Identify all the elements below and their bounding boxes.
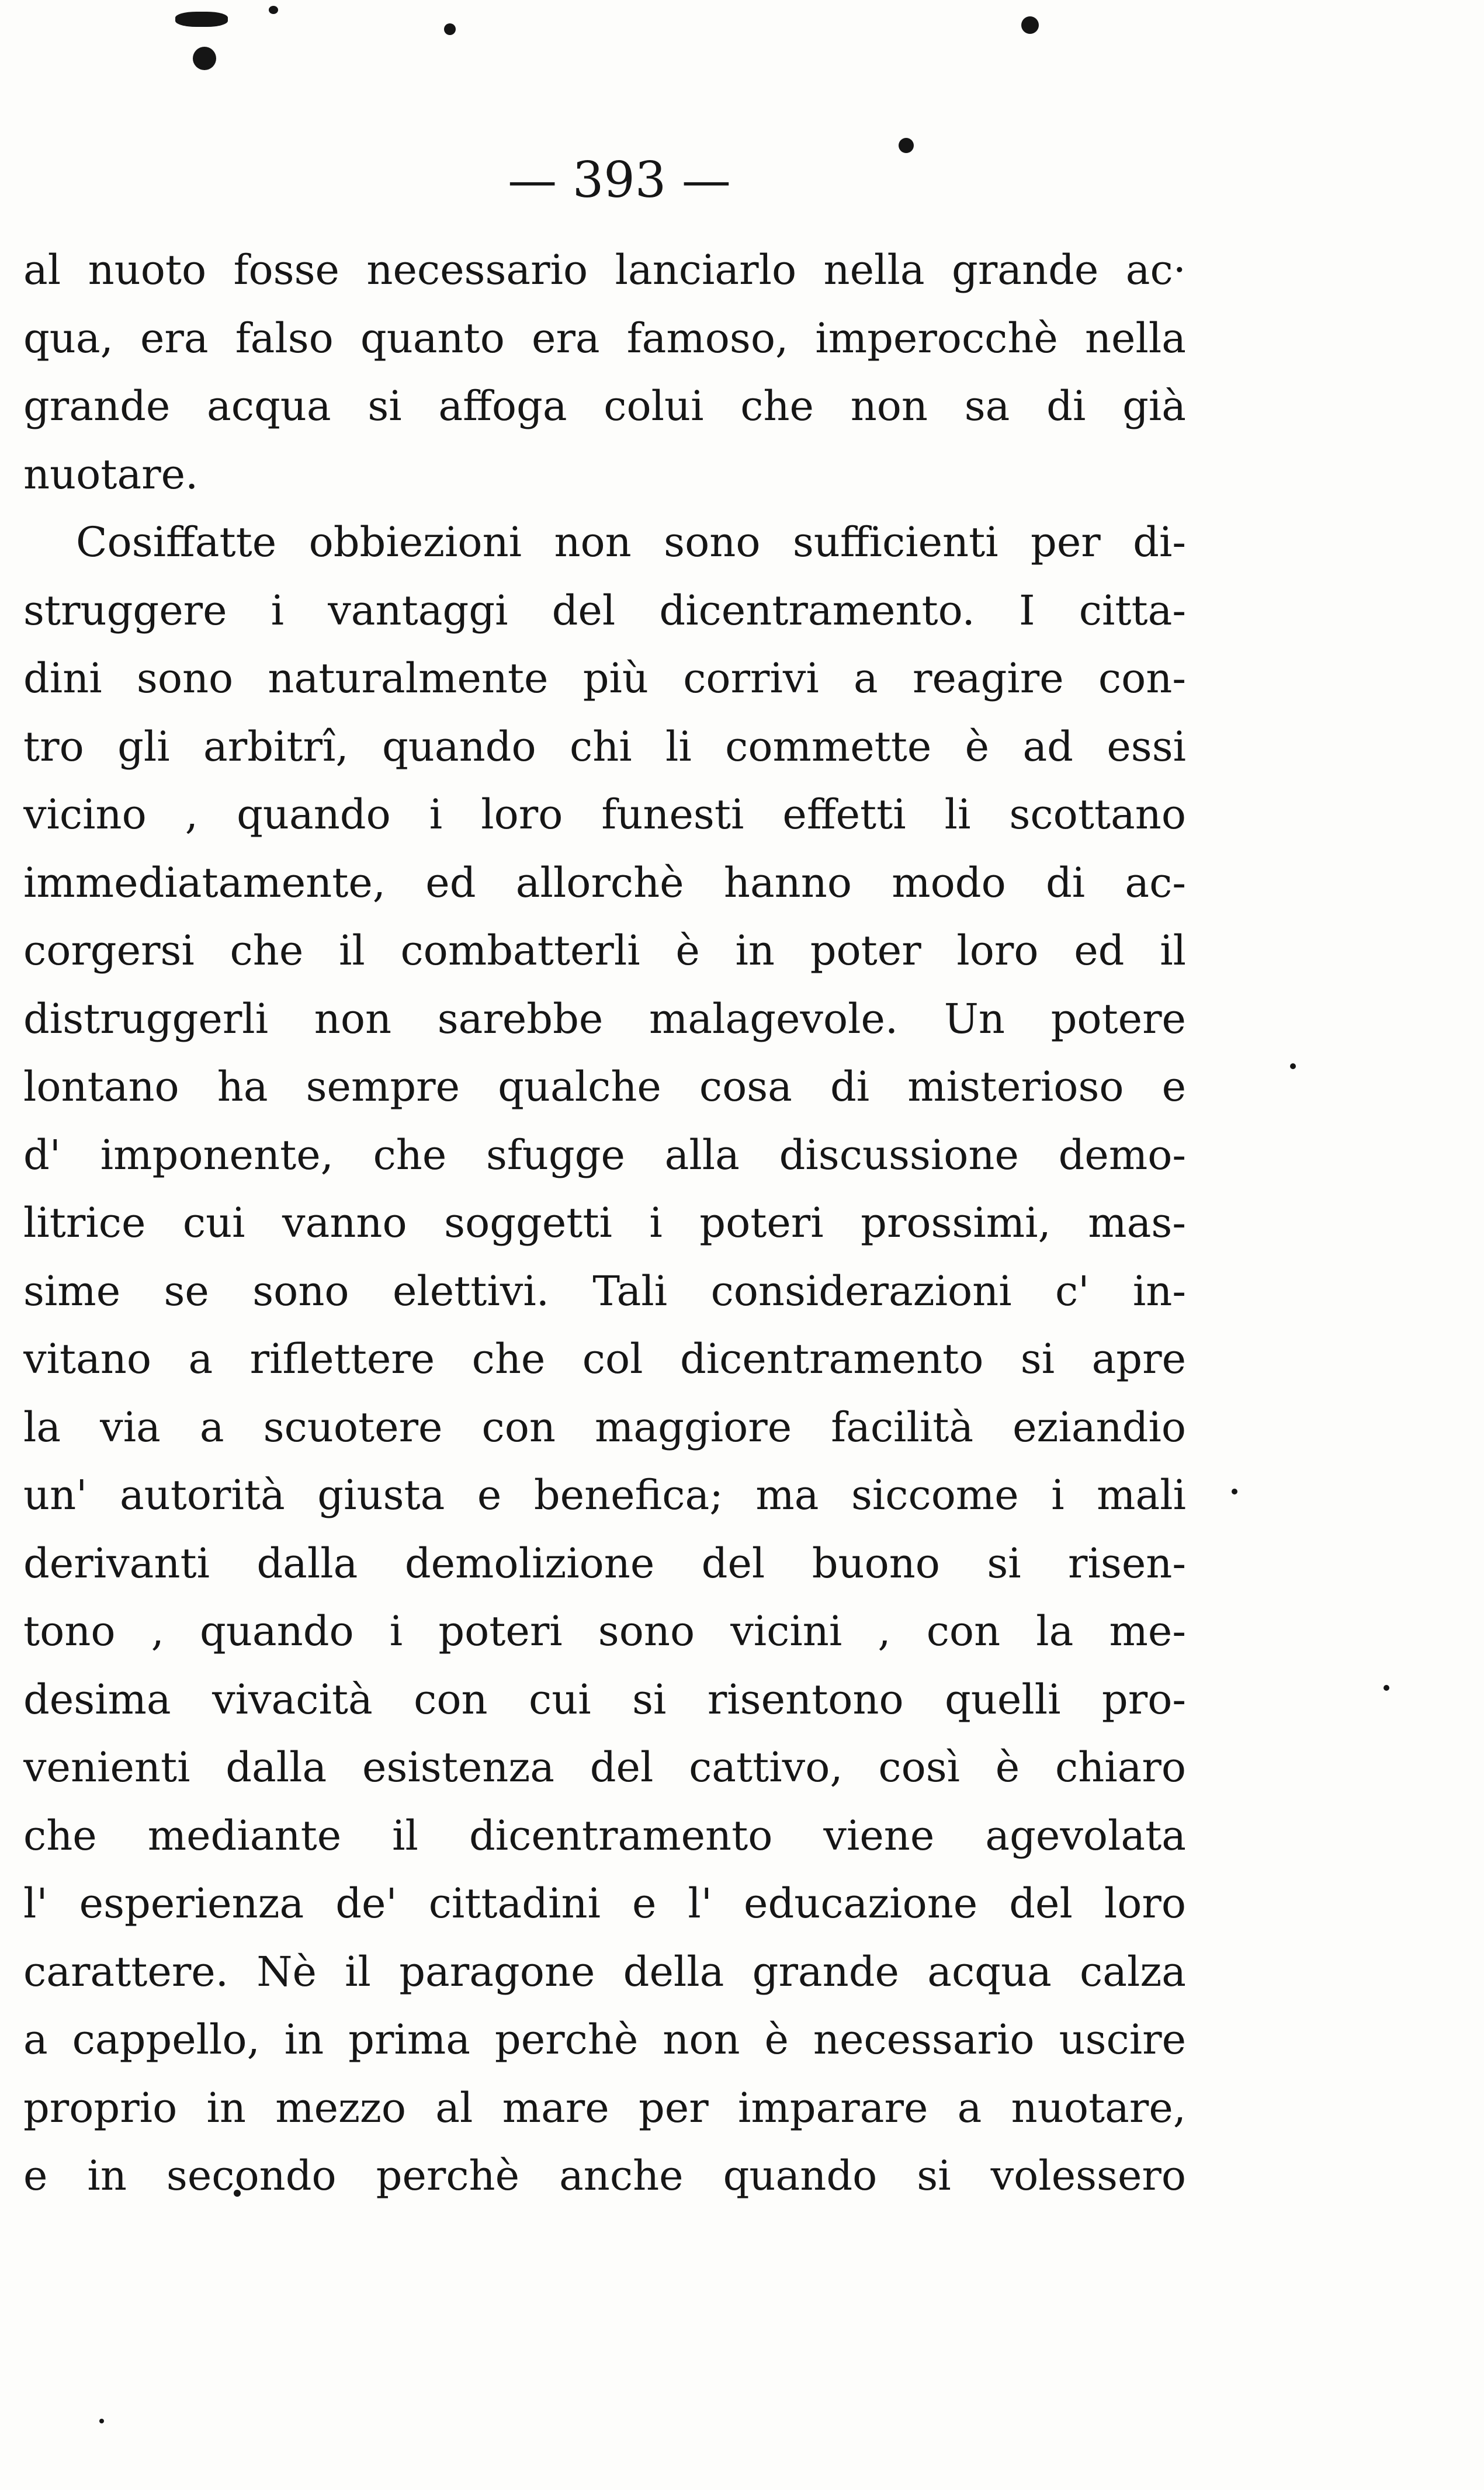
ink-speck: [175, 12, 228, 27]
text-line: l' esperienza de' cittadini e l' educazione del loro: [23, 1879, 1186, 1927]
text-line: dini sono naturalmente più corrivi a reagire con-: [23, 654, 1186, 702]
text-line: immediatamente, ed allorchè hanno modo di ac-: [23, 858, 1186, 907]
text-line: Cosiffatte obbiezioni non sono sufficienti per di-: [76, 518, 1186, 566]
text-line: venienti dalla esistenza del cattivo, così è chiaro: [23, 1743, 1186, 1791]
text-line: nuotare.: [23, 450, 199, 498]
text-line: carattere. Nè il paragone della grande acqua calza: [23, 1947, 1186, 1996]
text-line: che mediante il dicentramento viene agevolata: [23, 1811, 1186, 1860]
text-line: tono , quando i poteri sono vicini , con la me-: [23, 1607, 1186, 1655]
text-line: litrice cui vanno soggetti i poteri prossimi, mas-: [23, 1199, 1186, 1247]
ink-speck: [1384, 1685, 1389, 1691]
text-line: tro gli arbitrî, quando chi li commette è ad essi: [23, 722, 1186, 771]
ink-speck: [1021, 16, 1039, 34]
text-line: derivanti dalla demolizione del buono si risen-: [23, 1539, 1186, 1587]
text-line: desima vivacità con cui si risentono quelli pro-: [23, 1675, 1186, 1723]
body-text: [23, 236, 1186, 2210]
text-line: corgersi che il combatterli è in poter loro ed il: [23, 927, 1186, 975]
text-line: distruggerli non sarebbe malagevole. Un potere: [23, 994, 1186, 1043]
text-line: vitano a riflettere che col dicentramento si apre: [23, 1335, 1186, 1383]
text-line: un' autorità giusta e benefica; ma siccome i mali: [23, 1471, 1186, 1519]
ink-speck: [1232, 1489, 1237, 1494]
ink-speck: [444, 23, 456, 35]
text-line: al nuoto fosse necessario lanciarlo nella grande ac·: [23, 246, 1186, 294]
text-line: struggere i vantaggi del dicentramento. I citta-: [23, 586, 1186, 634]
text-line: lontano ha sempre qualche cosa di misterioso e: [23, 1063, 1186, 1111]
text-line: grande acqua si affoga colui che non sa di già: [23, 382, 1186, 430]
ink-speck: [269, 6, 278, 14]
page-number: — 393 —: [508, 151, 731, 209]
text-line: la via a scuotere con maggiore facilità eziandio: [23, 1403, 1186, 1451]
text-line: a cappello, in prima perchè non è necessario uscire: [23, 2016, 1186, 2064]
text-line: d' imponente, che sfugge alla discussione demo-: [23, 1130, 1186, 1179]
text-line: proprio in mezzo al mare per imparare a nuotare,: [23, 2083, 1186, 2132]
text-line: qua, era falso quanto era famoso, imperocchè nella: [23, 314, 1186, 362]
ink-speck: [193, 47, 216, 70]
text-line: sime se sono elettivi. Tali considerazioni c' in-: [23, 1267, 1186, 1315]
text-line: vicino , quando i loro funesti effetti li scottano: [23, 790, 1186, 838]
ink-speck: [1290, 1063, 1296, 1069]
text-line: e in secondo perchè anche quando si volessero: [23, 2152, 1186, 2200]
ink-speck: [99, 2419, 104, 2423]
